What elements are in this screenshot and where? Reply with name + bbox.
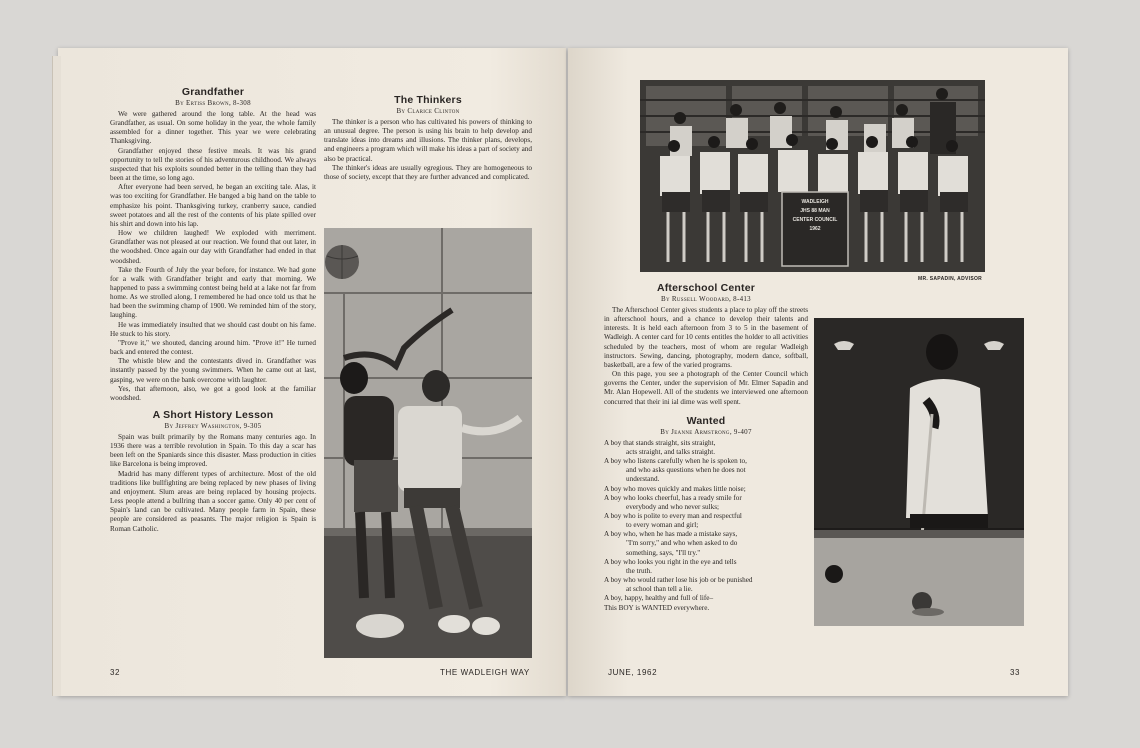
poem-line: at school than tell a lie. [626, 585, 693, 594]
poem-line: and who asks questions when he does not [626, 466, 746, 475]
paragraph: How we children laughed! We exploded with merriment. Grandfather was not pleased at our reaction. We found that out later, in the woodshed. Once again our day with Grandfather had ended in that woodshed. [110, 229, 316, 265]
issue-date: JUNE, 1962 [608, 668, 658, 677]
right-page [568, 48, 1068, 696]
page-number-right: 33 [1010, 668, 1021, 677]
poem-line: acts straight, and talks straight. [626, 447, 716, 456]
grandfather-text [110, 110, 316, 403]
history-text [110, 433, 316, 534]
history-byline: By Jeffrey Washington, 9-305 [164, 422, 262, 430]
magazine-title: THE WADLEIGH WAY [440, 668, 530, 677]
wanted-poem [604, 439, 808, 613]
paragraph: Yes, that afternoon, also, we got a good look at the familiar woodshed. [110, 384, 316, 402]
poem-line: A boy that stands straight, sits straight, [604, 438, 716, 447]
paragraph: Madrid has many different types of architecture. Most of the old traditions like bullfighting are being replaced by new phases of living and enjoyment. Slum areas are being replaced by housing projects. Less people attend a bullring than a soccer game. Only 40 per cent of Spain's land can be cultivated. Many people farm in Spain, these people are considered as peasants. The major religion is Spain is Roman Catholic. [110, 469, 316, 533]
council-group-photo-image [640, 80, 985, 272]
council-sign [782, 198, 848, 234]
council-group-photo [640, 80, 985, 272]
grandfather-byline: By Ertiss Brown, 8-308 [175, 99, 251, 107]
thinkers-byline: By Clarice Clinton [396, 107, 460, 115]
paragraph: "Prove it," we shouted, dancing around him. "Prove it!" He turned back and entered the contest. [110, 338, 316, 357]
basketball-photo-image [324, 228, 532, 658]
afterschool-text [604, 306, 808, 407]
paragraph: The Afterschool Center gives students a place to play off the streets in afterschool hours, and a chance to develop their talents and interests. It is held each afternoon from 3 to 5 in the basement of Wadleigh. A center card for 10 cents entitles the holder to all activities scheduled by the teachers, most of whom are regular Wadleigh instructors. Sewing, dancing, photography, modern dance, softball, basketball, are a few of the varied programs. [604, 306, 808, 369]
poem-line: A boy who looks you right in the eye and tells [604, 557, 737, 566]
open-magazine [58, 44, 1070, 700]
poem-line: the truth. [626, 566, 652, 575]
history-title: A Short History Lesson [152, 409, 274, 421]
sign-line: CENTER COUNCIL [792, 217, 838, 223]
poem-line: A boy who listens carefully when he is spoken to, [604, 457, 747, 466]
sign-line: 1962 [809, 226, 821, 232]
thinkers-text [324, 118, 532, 182]
poem-line: A boy who would rather lose his job or be punished [604, 576, 753, 585]
paragraph: Grandfather enjoyed these festive meals. It was his grand opportunity to tell the stories of his adventurous childhood. We always suspected that his exploits sounded better in the telling than they had been at the time, so long ago. [110, 146, 316, 183]
poem-line: to every woman and girl; [626, 521, 699, 530]
billiards-photo [814, 318, 1024, 626]
paragraph: Spain was built primarily by the Romans many centuries ago. In 1936 there was a terrible revolution in Spain. To this day a scar has been left on the Spaniards since this disaster. Mass production in cities like Barcelona is being improved. [110, 433, 316, 469]
poem-line: "I'm sorry," and who when asked to do [626, 539, 738, 548]
afterschool-title: Afterschool Center [656, 282, 756, 294]
photo-caption: MR. SAPADIN, ADVISOR [918, 276, 983, 282]
paragraph: We were gathered around the long table. At the head was Grandfather, as usual. On some holiday in the year, the whole family assembled for a dinner together. This year we were celebrating Thanksgiving. [110, 110, 316, 146]
poem-line: something, says, "I'll try." [626, 548, 701, 557]
billiards-photo-image [814, 318, 1024, 626]
page-number-left: 32 [110, 668, 121, 677]
paragraph: He was immediately insulted that we should cast doubt on his fame. He stuck to his story. [110, 320, 316, 338]
left-column [110, 86, 316, 534]
wanted-byline: By Jeanne Armstrong, 9-407 [660, 427, 752, 436]
right-text-column [604, 282, 808, 613]
paragraph: On this page, you see a photograph of the Center Council which governs the Center, under the supervision of Mr. Elmer Sapadin and Mr. Alan Hopewell. All of the students we interviewed one afternoon concurred that their ini ial dime was well spent. [604, 370, 808, 406]
basketball-photo [324, 228, 532, 658]
poem-line: A boy who looks cheerful, has a ready smile for [604, 493, 742, 502]
paragraph: After everyone had been served, he began an exciting tale. Alas, it was too exciting for Grandfather. He banged a big hand on the table to emphasize his point. Thanksgiving turkey, cranberry sauce, candied sweet potatoes and all the rest of the contents of his plate spilled over his shirt and down into his lap. [110, 183, 316, 228]
page-edge [52, 56, 61, 696]
poem-line: A boy who, when he has made a mistake says, [604, 530, 738, 539]
wanted-title: Wanted [686, 414, 726, 427]
sign-line: JHS 88 MAN [800, 208, 830, 214]
poem-line: This BOY is WANTED everywhere. [604, 603, 710, 612]
poem-line: A boy who moves quickly and makes little noise; [604, 484, 746, 493]
paragraph: Take the Fourth of July the year before, for instance. We had gone for a walk with Grandfather bright and early that morning. We happened to pass a swimming contest being held at a lake not far from home. As we strolled along, I remembered he had once told us that he had been the swimming champ of 1900. We reminded him of the story, laughing. [110, 265, 316, 320]
sign-line: WADLEIGH [801, 199, 829, 205]
poem-line: understand. [626, 475, 660, 484]
poem-line: A boy, happy, healthy and full of life– [604, 594, 714, 603]
paragraph: The thinker's ideas are usually egregious. They are homogeneous to those of society, except that they are further advanced and complicated. [324, 163, 532, 181]
grandfather-title: Grandfather [181, 86, 245, 98]
paragraph: The thinker is a person who has cultivated his powers of thinking to an unusual degree. The person is using his brain to help develop and translate ideas into dreams and illusions. The thinker plans, develops, and engineers a program which will make his ideas a part of society and also be practical. [324, 118, 532, 163]
poem-line: everybody and who never sulks; [626, 502, 720, 511]
afterschool-byline: By Russell Woodard, 8-413 [661, 295, 751, 303]
poem-line: A boy who is polite to every man and respectful [604, 511, 742, 520]
right-column [324, 94, 532, 182]
paragraph: The whistle blew and the contestants dived in. Grandfather was instantly passed by the young swimmers. When he came out at last, gasping, we were on the bank overcome with laughter. [110, 357, 316, 384]
thinkers-title: The Thinkers [394, 94, 462, 106]
left-page [58, 48, 566, 696]
